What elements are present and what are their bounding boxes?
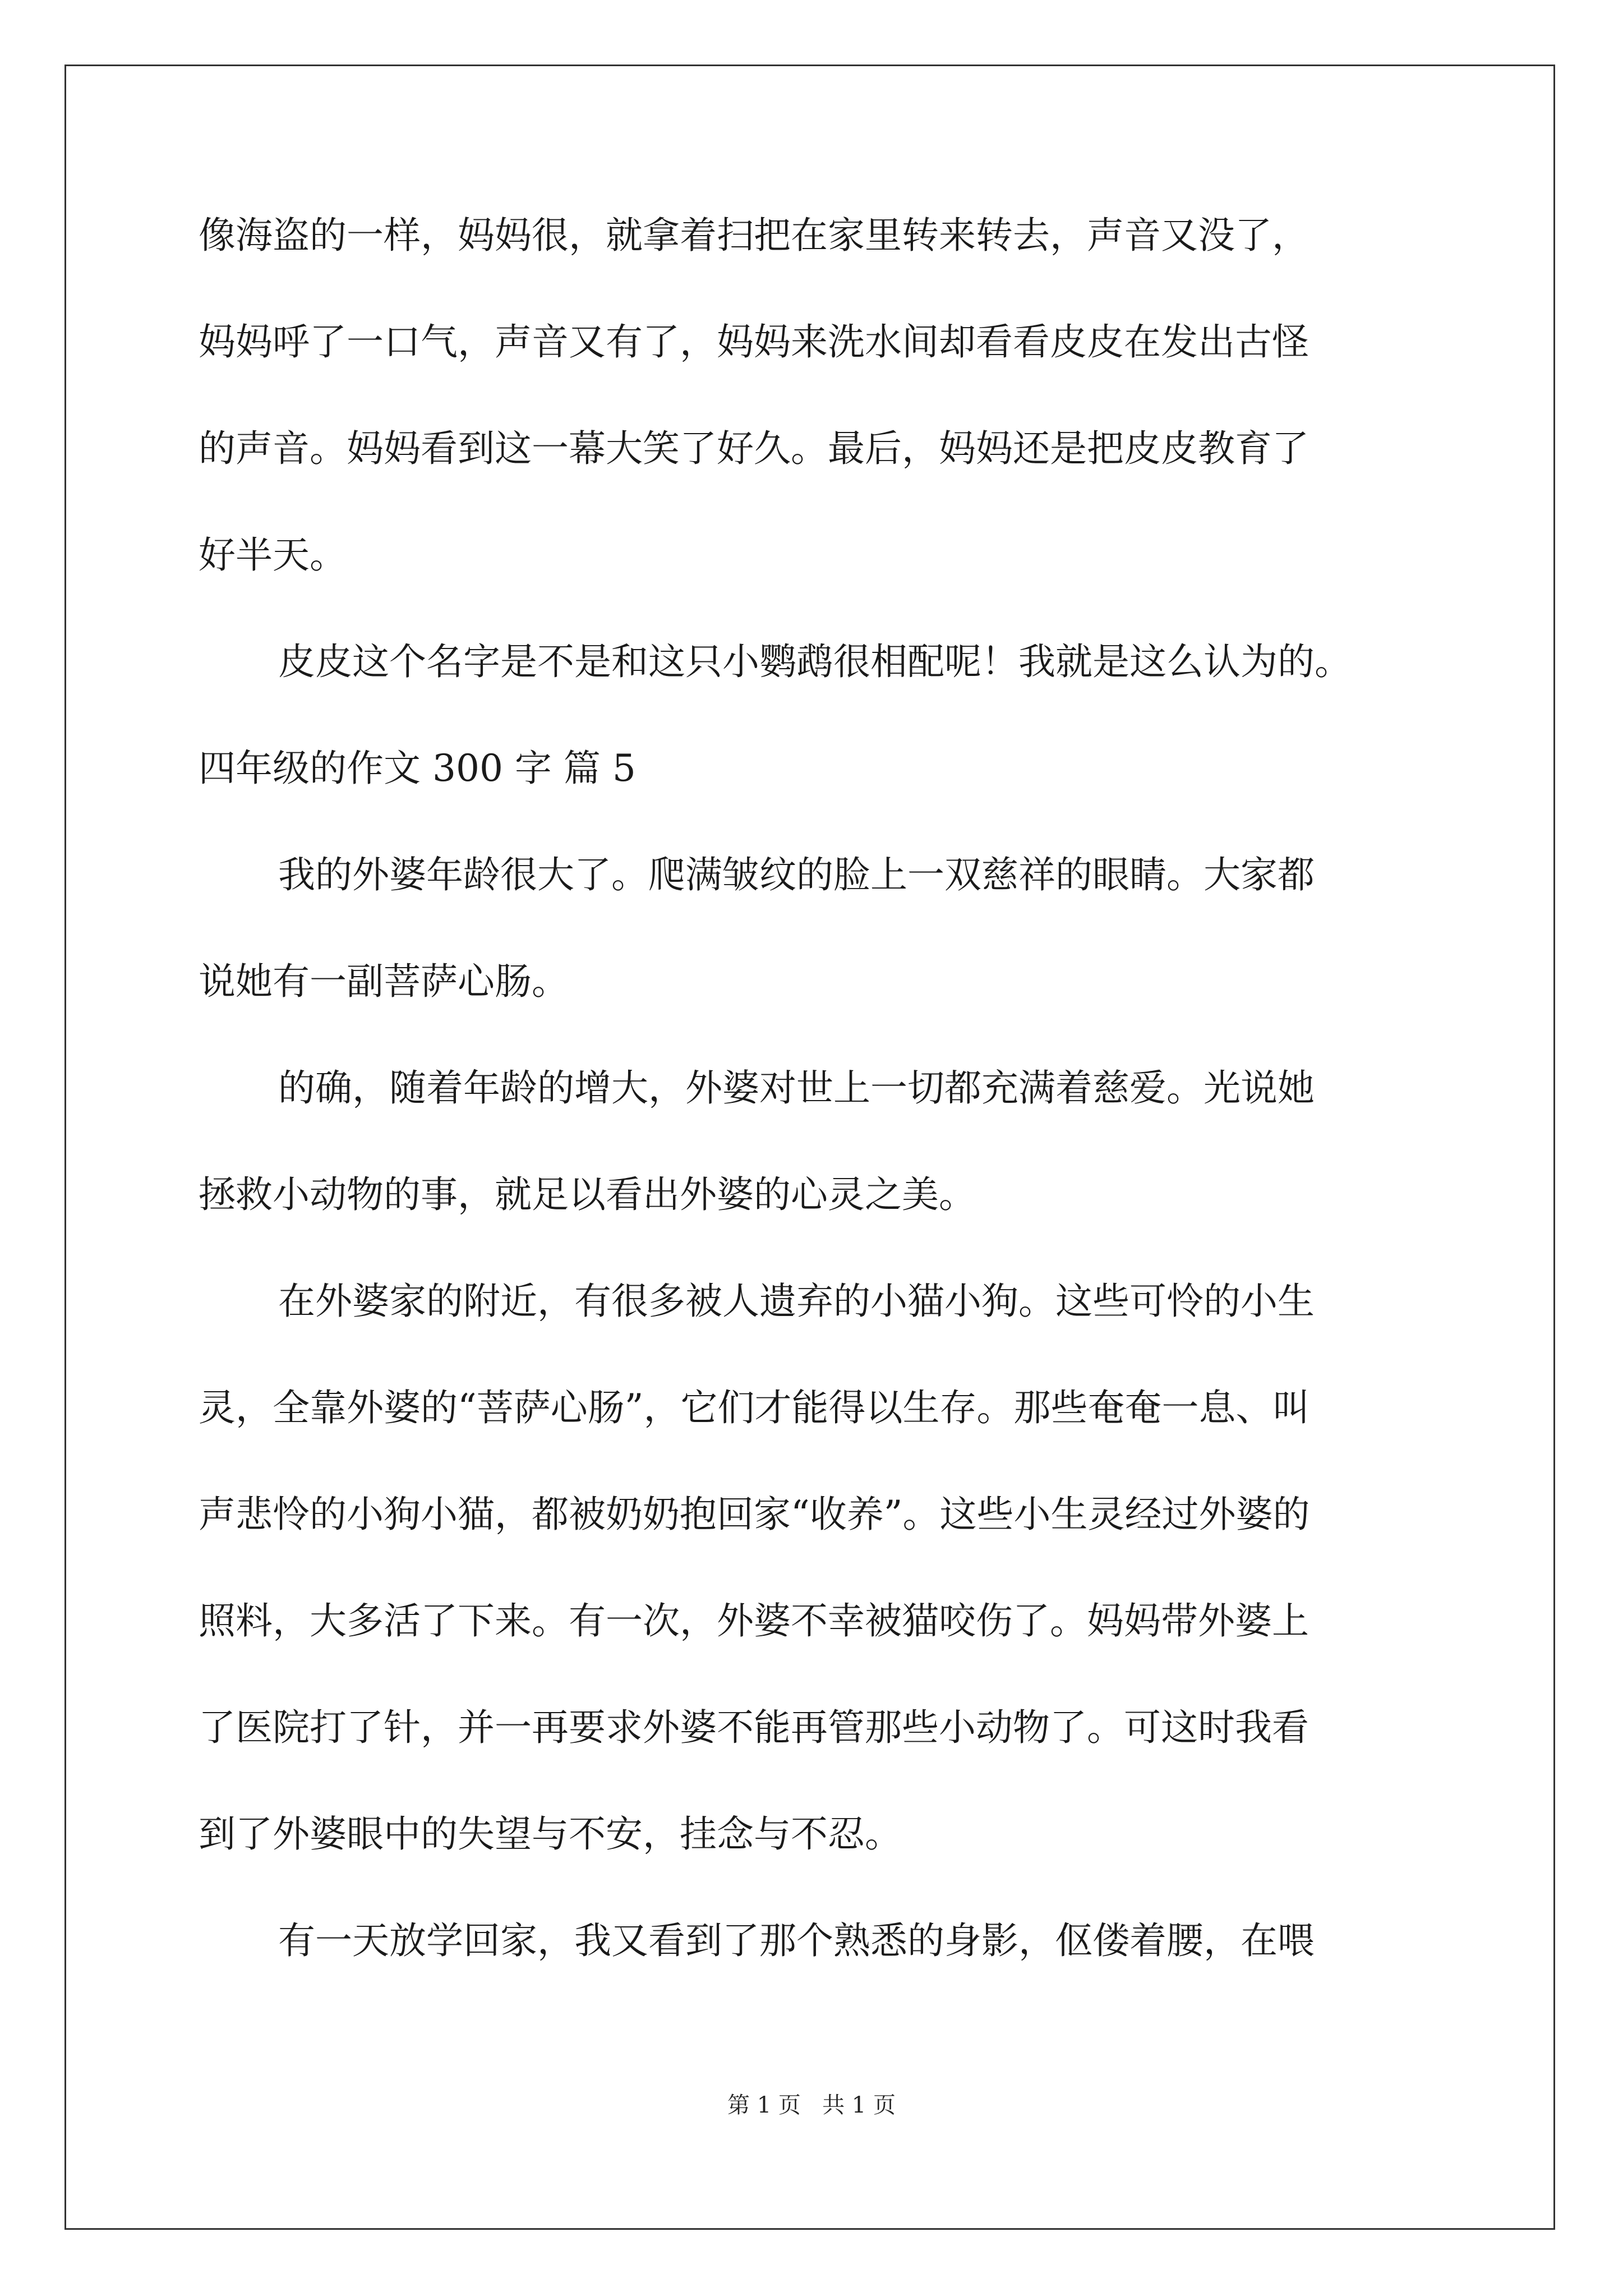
text-line-5: 皮皮这个名字是不是和这只小鹦鹉很相配呢！我就是这么认为的。: [278, 640, 1352, 683]
text-line-16: 到了外婆眼中的失望与不安，挂念与不忍。: [199, 1812, 902, 1856]
page-footer: 第 1 页 共 1 页: [727, 2092, 896, 2118]
text-line-7: 我的外婆年龄很大了。爬满皱纹的脸上一双慈祥的眼睛。大家都: [278, 853, 1315, 896]
text-line-12: 灵，全靠外婆的“菩萨心肠”，它们才能得以生存。那些奄奄一息、叫: [199, 1386, 1310, 1429]
text-line-11: 在外婆家的附近，有很多被人遗弃的小猫小狗。这些可怜的小生: [278, 1280, 1315, 1323]
page-border: [64, 65, 1555, 2230]
text-line-13: 声悲怜的小狗小猫，都被奶奶抱回家“收养”。这些小生灵经过外婆的: [199, 1493, 1310, 1536]
text-line-3: 的声音。妈妈看到这一幕大笑了好久。最后，妈妈还是把皮皮教育了: [199, 427, 1309, 470]
text-line-4: 好半天。: [199, 533, 347, 577]
text-line-8: 说她有一副菩萨心肠。: [199, 960, 569, 1003]
text-line-15: 了医院打了针，并一再要求外婆不能再管那些小动物了。可这时我看: [199, 1706, 1309, 1749]
section-heading: 四年级的作文 300 字 篇 5: [199, 747, 636, 790]
text-line-9: 的确，随着年龄的增大，外婆对世上一切都充满着慈爱。光说她: [278, 1066, 1315, 1110]
text-line-1: 像海盗的一样，妈妈很，就拿着扫把在家里转来转去，声音又没了，: [199, 214, 1309, 257]
text-line-2: 妈妈呼了一口气，声音又有了，妈妈来洗水间却看看皮皮在发出古怪: [199, 320, 1309, 364]
text-line-14: 照料，大多活了下来。有一次，外婆不幸被猫咬伤了。妈妈带外婆上: [199, 1599, 1309, 1642]
text-line-17: 有一天放学回家，我又看到了那个熟悉的身影，伛偻着腰，在喂: [278, 1919, 1315, 1962]
text-line-10: 拯救小动物的事，就足以看出外婆的心灵之美。: [199, 1173, 976, 1216]
